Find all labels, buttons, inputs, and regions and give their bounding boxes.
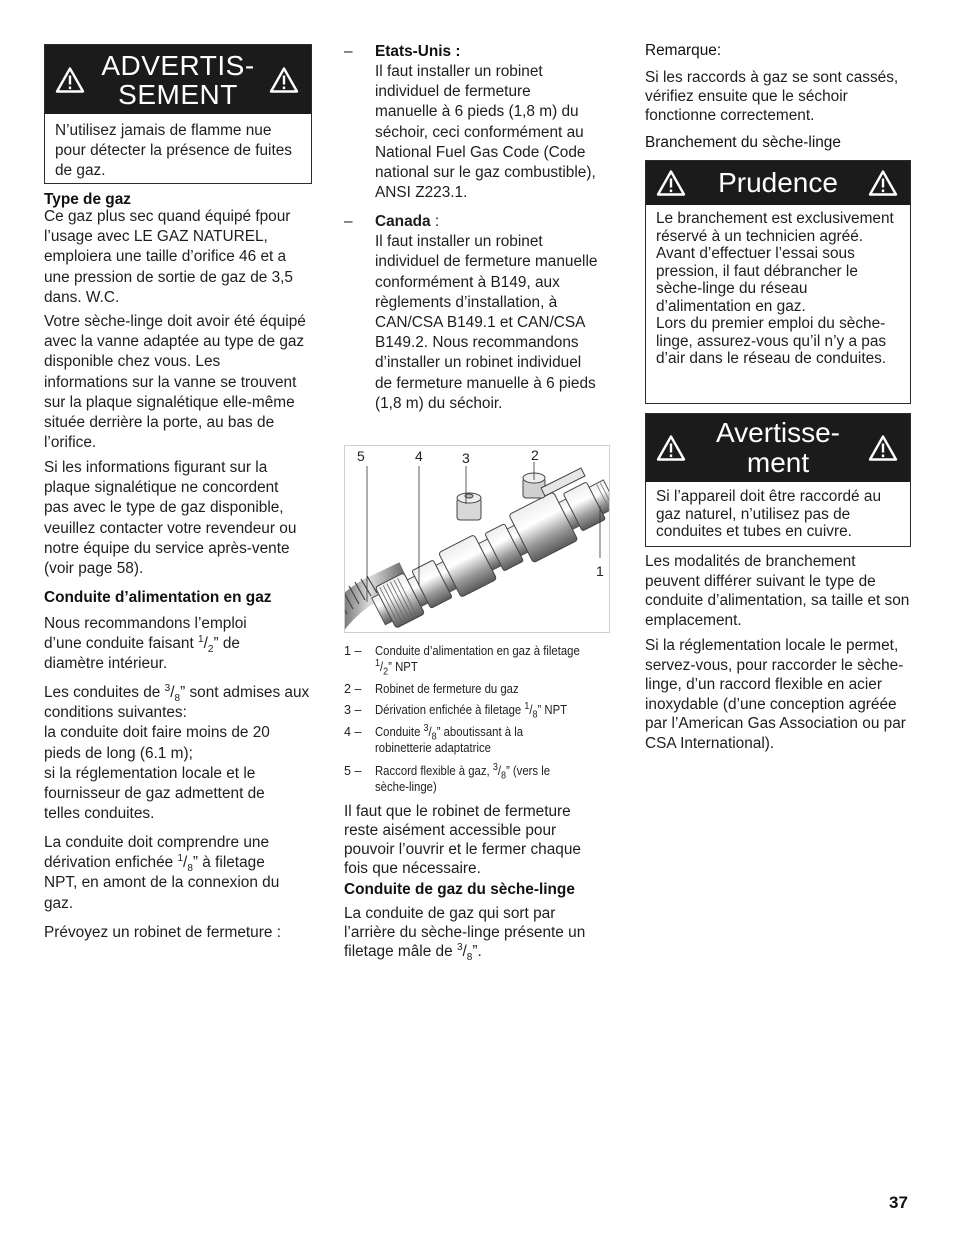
dryer-line-heading: Conduite de gaz du sèche-linge <box>344 881 575 898</box>
methods-text: Les modalités de branchement peuvent différer suivant le type de conduite d’alimentation, sa taille et son emplacement. <box>645 553 910 629</box>
warning-title-line-1: Avertisse- <box>716 417 840 448</box>
warning-title-line-1: ADVERTIS- <box>101 49 255 81</box>
caution-box-header <box>646 161 910 205</box>
access-text: Il faut que le robinet de fermeture reste aisément accessible pour pouvoir l’ouvrir et le fermer chaque fois que nécessaire. <box>344 803 581 877</box>
dryer-line-text: La conduite de gaz qui sort par l’arrière du sèche-linge présente un filetage mâle de $^3/_8$”. <box>344 905 586 964</box>
figure-label-5: 5 <box>357 448 365 464</box>
warning-triangle-icon <box>868 435 898 462</box>
warning-box-advertissement <box>44 44 312 184</box>
bypass-text: La conduite doit comprendre une dérivation enfichée $^1/_8$” à filetage NPT, en amont de la connexion du gaz. <box>44 834 280 912</box>
figure-label-2: 2 <box>531 447 539 463</box>
figure-label-4: 4 <box>415 448 423 464</box>
canada-text: Il faut installer un robinet individuel de fermeture manuelle conformément à B149, aux règlements d’installation, à CAN/CSA B149.1 et CAN/CSA B149.2. Nous recommandons d’installer un robinet individuel de fermeture manuelle à 6 pieds (1,8 m) du séchoir. <box>375 233 598 412</box>
flex-text: Si la réglementation locale le permet, servez-vous, pour raccorder le sèche-linge, d’un raccord flexible en acier inoxydable (d’une conception agréée par l’American Gas Association ou par CSA International). <box>645 637 906 752</box>
remark-text: Si les raccords à gaz se sont cassés, vérifiez ensuite que le séchoir fonctionne correctement. <box>645 69 899 124</box>
warning-triangle-icon <box>868 170 898 197</box>
gas-type-text: Ce gaz plus sec quand équipé fpour l’usage avec LE GAZ NATUREL, emploiera une taille d’orifice 46 et a une pression de sortie de gaz de 3,5 dans. W.C. <box>44 208 293 306</box>
canada-label: Canada <box>375 213 431 230</box>
remark-heading: Remarque: <box>645 42 722 59</box>
caution-box-body: Le branchement est exclusivement réservé à un technicien agréé. Avant d’effectuer l’essai sous pression, il faut débrancher le sèche-linge du réseau d’alimentation en gaz. Lors du premier emploi du sèche-linge, assurez-vous qu’il n’y a pas d’air dans le réseau de conduites. <box>656 210 894 367</box>
warning-box-body: Si l’appareil doit être raccordé au gaz naturel, n’utilisez pas de conduites et tubes en cuivre. <box>656 488 881 540</box>
caution-box-prudence <box>645 160 911 404</box>
connection-heading: Branchement du sèche-linge <box>645 134 841 151</box>
warning-triangle-icon <box>55 66 85 93</box>
canada-label-line: Canada : <box>375 213 440 230</box>
caution-title: Prudence <box>718 167 838 198</box>
gas-connection-figure <box>344 445 610 633</box>
warning-box-header <box>45 45 311 114</box>
figure-legend: 1 – Conduite d’alimentation en gaz à filetage $^1/_2$” NPT 2 – Robinet de fermeture du gaz 3 – Dérivation enfichée à filetage $^1/_8$” NPT 4 – Conduite $^3/_8$” aboutissant à la robinetterie adaptatrice 5 – Raccord flexible à gaz, $^3/_8$” (vers le sèche-linge) <box>344 644 614 804</box>
warning-triangle-icon <box>656 170 686 197</box>
list-item-canada <box>344 212 614 414</box>
figure-label-3: 3 <box>462 450 470 466</box>
bypass-plug <box>457 493 481 520</box>
list-dash: – <box>344 213 353 230</box>
warning-triangle-icon <box>656 435 686 462</box>
warning-box-header <box>646 414 910 482</box>
legend-item: 1 – Conduite d’alimentation en gaz à filetage $^1/_2$” NPT <box>344 644 580 678</box>
list-item-us <box>344 42 614 203</box>
gas-valve-illustration <box>345 446 609 632</box>
us-label: Etats-Unis : <box>375 43 461 60</box>
warning-box-avertissement <box>645 413 911 547</box>
list-dash: – <box>344 43 353 60</box>
gas-type-heading: Type de gaz <box>44 191 131 208</box>
valve-text: Votre sèche-linge doit avoir été équipé avec la vanne adaptée au type de gaz disponible chez vous. Les informations sur la vanne se trouvent sur la plaque signalétique elle-même située derrière la porte, au bas de l’orifice. <box>44 313 306 452</box>
page-number: 37 <box>889 1193 908 1212</box>
warning-title-line-2: SEMENT <box>118 78 238 110</box>
warning-box-body: N’utilisez jamais de flamme nue pour détecter la présence de fuites de gaz. <box>55 122 292 179</box>
us-text: Il faut installer un robinet individuel de fermeture manuelle à 6 pieds (1,8 m) du séchoir, ceci conformément au National Fuel Gas Code (Code national sur le gaz combustible), ANSI Z223.1. <box>375 63 596 202</box>
warning-triangle-icon <box>269 66 299 93</box>
supply-heading: Conduite d’alimentation en gaz <box>44 589 272 606</box>
shutoff-text: Prévoyez un robinet de fermeture : <box>44 924 281 941</box>
figure-label-1: 1 <box>596 563 604 579</box>
conduit-text: Les conduites de $^3/_8$” sont admises aux conditions suivantes: la conduite doit faire moins de 20 pieds de long (6.1 m); si la réglementation locale et le fournisseur de gaz admettent de telles conduites. <box>44 682 310 823</box>
mismatch-text: Si les informations figurant sur la plaque signalétique ne concordent pas avec le type de gaz disponible, veuillez contacter votre revendeur ou notre équipe du service après-vente (voir page 58). <box>44 459 297 578</box>
supply-text: Nous recommandons l’emploi d’une conduite faisant $^1/_2$” de diamètre intérieur. <box>44 615 247 673</box>
warning-title-line-2: ment <box>746 447 810 478</box>
